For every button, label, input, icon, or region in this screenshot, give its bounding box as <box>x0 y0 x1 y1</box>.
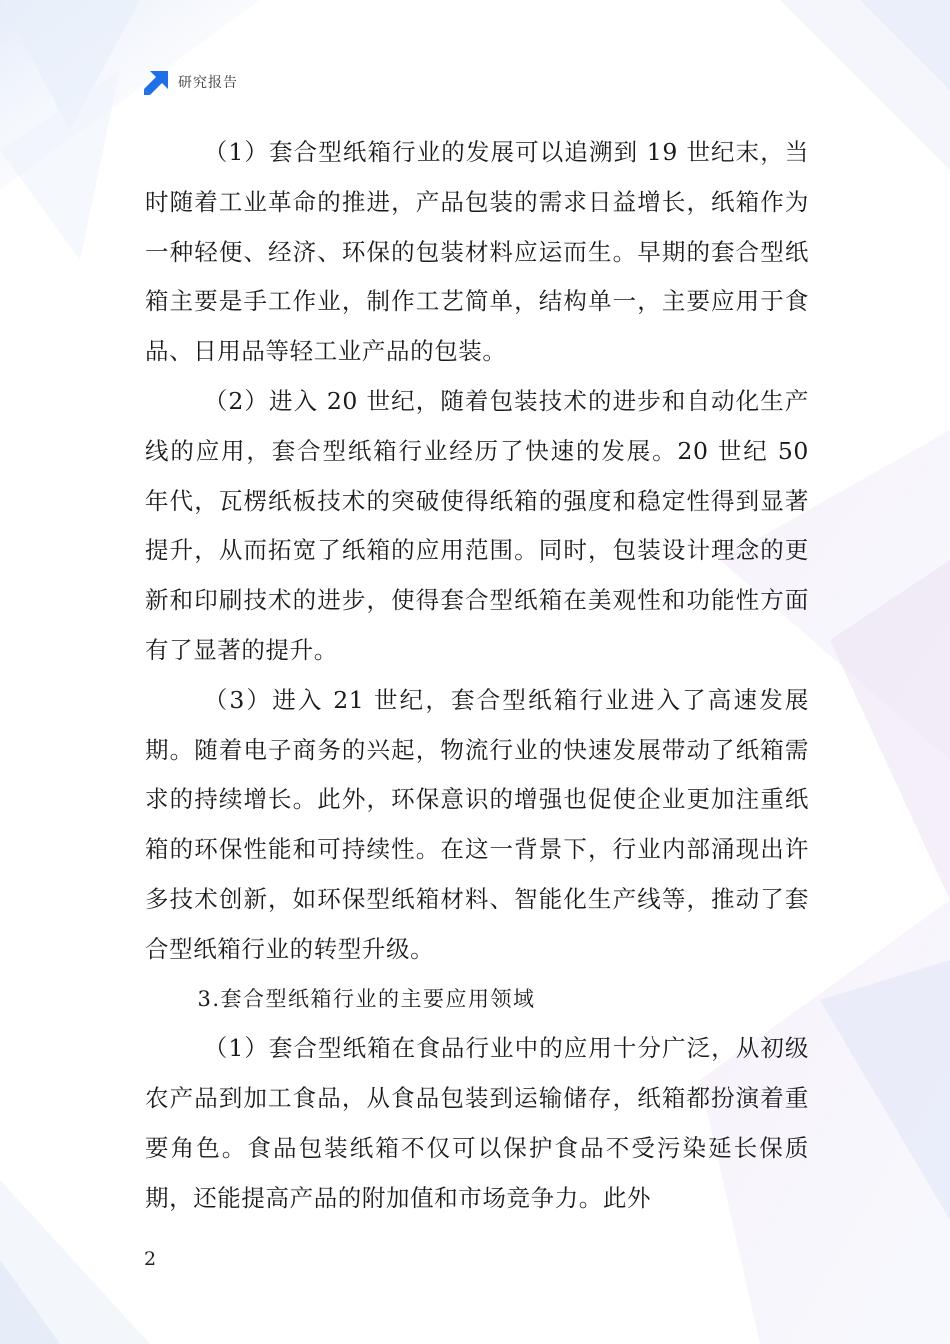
page-number: 2 <box>144 1248 157 1270</box>
arrow-up-right-icon <box>144 69 170 95</box>
section-heading: 3.套合型纸箱行业的主要应用领域 <box>197 986 536 1011</box>
paragraph-application-1: （1）套合型纸箱在食品行业中的应用十分广泛，从初级农产品到加工食品，从食品包装到运输储存，纸箱都扮演着重要角色。食品包装纸箱不仅可以保护食品不受污染延长保质期，还能提高产品的附加值和市场竞争力。此外 <box>145 1034 809 1212</box>
report-header <box>144 68 238 96</box>
document-body <box>145 128 809 1224</box>
paragraph-history-3: （3）进入 21 世纪，套合型纸箱行业进入了高速发展期。随着电子商务的兴起，物流行业的快速发展带动了纸箱需求的持续增长。此外，环保意识的增强也促使企业更加注重纸箱的环保性能和可持续性。在这一背景下，行业内部涌现出许多技术创新，如环保型纸箱材料、智能化生产线等，推动了套合型纸箱行业的转型升级。 <box>145 685 809 963</box>
header-title: 研究报告 <box>178 75 238 91</box>
paragraph-history-2: （2）进入 20 世纪，随着包装技术的进步和自动化生产线的应用，套合型纸箱行业经历了快速的发展。20 世纪 50 年代，瓦楞纸板技术的突破使得纸箱的强度和稳定性得到显著提升，从而拓宽了纸箱的应用范围。同时，包装设计理念的更新和印刷技术的进步，使得套合型纸箱在美观性和功能性方面有了显著的提升。 <box>145 386 809 664</box>
paragraph-history-1: （1）套合型纸箱行业的发展可以追溯到 19 世纪末，当时随着工业革命的推进，产品包装的需求日益增长，纸箱作为一种轻便、经济、环保的包装材料应运而生。早期的套合型纸箱主要是手工作业，制作工艺简单，结构单一，主要应用于食品、日用品等轻工业产品的包装。 <box>145 138 809 366</box>
